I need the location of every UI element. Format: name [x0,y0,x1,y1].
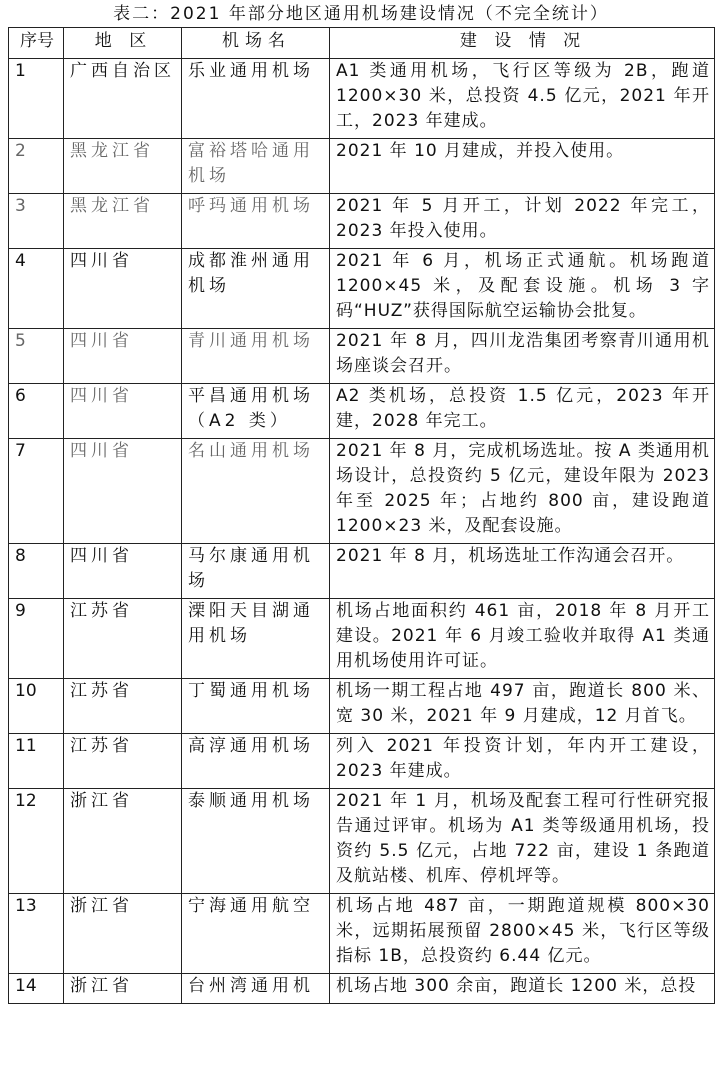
cell-region: 江苏省 [64,734,182,789]
cell-region: 浙江省 [64,789,182,894]
cell-status: 2021 年 5 月开工，计划 2022 年完工，2023 年投入使用。 [330,194,715,249]
table-row [9,599,715,679]
cell-airport: 台州湾通用机 [182,974,330,1004]
cell-airport: 青川通用机场 [182,329,330,384]
table-row [9,194,715,249]
cell-airport: 马尔康通用机场 [182,544,330,599]
cell-status: 机场一期工程占地 497 亩，跑道长 800 米、宽 30 米，2021 年 9 月建成，12 月首飞。 [330,679,715,734]
table-row [9,439,715,544]
cell-region: 四川省 [64,384,182,439]
cell-no: 7 [9,439,64,544]
cell-no: 12 [9,789,64,894]
table-row [9,139,715,194]
cell-status: 2021 年 8 月，完成机场选址。按 A 类通用机场设计，总投资约 5 亿元，建设年限为 2023 年至 2025 年；占地约 800 亩，建设跑道 1200×23 米，及配套设施。 [330,439,715,544]
cell-no: 13 [9,894,64,974]
cell-status: 2021 年 1 月，机场及配套工程可行性研究报告通过评审。机场为 A1 类等级通用机场，投资约 5.5 亿元，占地 722 亩，建设 1 条跑道及航站楼、机库、停机坪等。 [330,789,715,894]
cell-region: 浙江省 [64,894,182,974]
cell-no: 4 [9,249,64,329]
cell-region: 江苏省 [64,679,182,734]
table-row [9,59,715,139]
table-row [9,734,715,789]
table-row [9,249,715,329]
cell-region: 四川省 [64,439,182,544]
cell-region: 四川省 [64,329,182,384]
cell-status: A2 类机场，总投资 1.5 亿元，2023 年开建，2028 年完工。 [330,384,715,439]
cell-no: 14 [9,974,64,1004]
cell-no: 2 [9,139,64,194]
cell-airport: 成都淮州通用机场 [182,249,330,329]
cell-status: 2021 年 10 月建成，并投入使用。 [330,139,715,194]
cell-airport: 泰顺通用机场 [182,789,330,894]
cell-region: 江苏省 [64,599,182,679]
cell-no: 9 [9,599,64,679]
cell-no: 11 [9,734,64,789]
cell-region: 浙江省 [64,974,182,1004]
table-row [9,789,715,894]
table-caption: 表二：2021 年部分地区通用机场建设情况（不完全统计） [113,4,609,24]
header-no: 序号 [9,28,64,59]
table-row [9,894,715,974]
cell-region: 广西自治区 [64,59,182,139]
cell-no: 1 [9,59,64,139]
cell-airport: 宁海通用航空 [182,894,330,974]
cell-status: 机场占地 487 亩，一期跑道规模 800×30 米，远期拓展预留 2800×45 米，飞行区等级指标 1B，总投资约 6.44 亿元。 [330,894,715,974]
cell-status: 2021 年 8 月，四川龙浩集团考察青川通用机场座谈会召开。 [330,329,715,384]
table-row [9,329,715,384]
table-header-row [9,28,715,59]
cell-no: 10 [9,679,64,734]
cell-region: 四川省 [64,249,182,329]
table-row [9,544,715,599]
cell-airport: 乐业通用机场 [182,59,330,139]
cell-region: 黑龙江省 [64,194,182,249]
header-region: 地 区 [64,28,182,59]
header-status: 建 设 情 况 [330,28,715,59]
cell-status: 机场占地 300 余亩，跑道长 1200 米，总投 [330,974,715,1004]
cell-status: 2021 年 6 月，机场正式通航。机场跑道 1200×45 米，及配套设施。机场 3 字码“HUZ”获得国际航空运输协会批复。 [330,249,715,329]
cell-no: 3 [9,194,64,249]
cell-no: 8 [9,544,64,599]
cell-status: 机场占地面积约 461 亩，2018 年 8 月开工建设。2021 年 6 月竣工验收并取得 A1 类通用机场使用许可证。 [330,599,715,679]
airport-construction-table [8,27,715,1004]
header-airport: 机场名 [182,28,330,59]
cell-airport: 溧阳天目湖通用机场 [182,599,330,679]
cell-airport: 呼玛通用机场 [182,194,330,249]
cell-no: 6 [9,384,64,439]
cell-no: 5 [9,329,64,384]
table-row [9,679,715,734]
cell-status: A1 类通用机场，飞行区等级为 2B，跑道 1200×30 米，总投资 4.5 亿元，2021 年开工，2023 年建成。 [330,59,715,139]
cell-airport: 平昌通用机场（A2 类） [182,384,330,439]
cell-status: 2021 年 8 月，机场选址工作沟通会召开。 [330,544,715,599]
table-row [9,384,715,439]
cell-region: 黑龙江省 [64,139,182,194]
table-row [9,974,715,1004]
cell-region: 四川省 [64,544,182,599]
cell-airport: 名山通用机场 [182,439,330,544]
cell-airport: 高淳通用机场 [182,734,330,789]
cell-airport: 丁蜀通用机场 [182,679,330,734]
cell-airport: 富裕塔哈通用机场 [182,139,330,194]
cell-status: 列入 2021 年投资计划，年内开工建设，2023 年建成。 [330,734,715,789]
